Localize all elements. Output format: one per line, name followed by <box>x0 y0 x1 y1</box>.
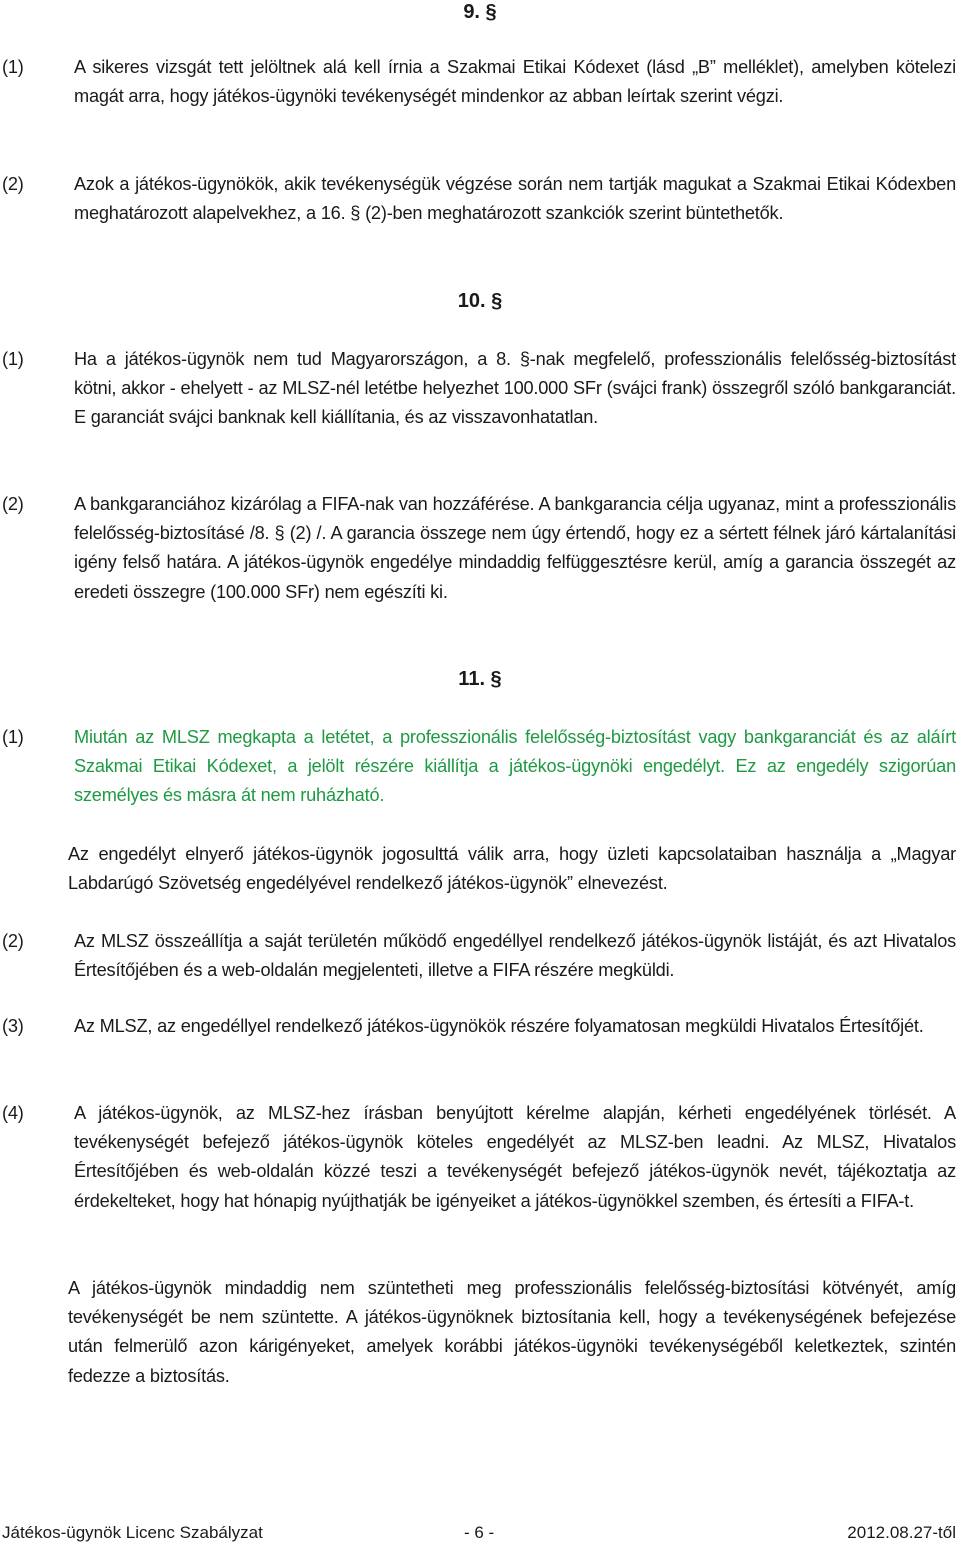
paragraph-11-1 <box>0 723 956 811</box>
paragraph-number: (1) <box>2 349 24 369</box>
section-heading-10: 10. § <box>457 290 503 312</box>
paragraph-text: A játékos-ügynök, az MLSZ-hez írásban benyújtott kérelme alapján, kérheti engedélyének törlését. A tevékenységét befejező játékos-ügynök köteles engedélyét az MLSZ-ben leadni. Az MLSZ, Hivatalos Értesítőjében és web-oldalán közzé teszi a tevékenységét befejező játékos-ügynök nevét, tájékoztatja az érdekelteket, hogy hat hónapig nyújthatják be igényeiket a játékos-ügynökkel szemben, és értesíti a FIFA-t. <box>74 1103 956 1211</box>
paragraph-11-4-continued: A játékos-ügynök mindaddig nem szüntetheti meg professzionális felelősség-biztosítási kötvényét, amíg tevékenységét be nem szüntette. A játékos-ügynöknek biztosítania kell, hogy a tevékenységének befejezése után felmerülő azon kárigényeket, amelyek korábbi játékos-ügynöki tevékenységéből keletkeztek, szintén fedezze a biztosítás. <box>68 1278 956 1386</box>
paragraph-11-4 <box>0 1099 956 1216</box>
paragraph-text: Az MLSZ, az engedéllyel rendelkező játékos-ügynökök részére folyamatosan megküldi Hivatalos Értesítőjét. <box>74 1016 924 1036</box>
paragraph-text: Ha a játékos-ügynök nem tud Magyarországon, a 8. §-nak megfelelő, professzionális felelősség-biztosítást kötni, akkor - ehelyett - az MLSZ-nél letétbe helyezhet 100.000 SFr (svájci frank) összegről szóló bankgaranciát. E garanciát svájci banknak kell kiállítania, és az visszavonhatatlan. <box>74 349 956 428</box>
paragraph-10-2 <box>0 490 956 607</box>
footer-page-number: - 6 - <box>464 1523 495 1542</box>
paragraph-number: (2) <box>2 174 24 194</box>
footer-document-title: Játékos-ügynök Licenc Szabályzat <box>2 1523 263 1542</box>
paragraph-text: A bankgaranciához kizárólag a FIFA-nak van hozzáférése. A bankgarancia célja ugyanaz, mint a professzionális felelősség-biztosításé /8. § (2) /. A garancia összege nem úgy értendő, hogy ez a sértett félnek járó kártalanítási igény felső határa. A játékos-ügynök engedélye mindaddig felfüggesztésre kerül, amíg a garancia összegét az eredeti összegre (100.000 SFr) nem egészíti ki. <box>74 494 956 602</box>
page-footer <box>0 1521 960 1545</box>
paragraph-number: (1) <box>2 57 24 77</box>
paragraph-11-2 <box>0 927 956 985</box>
paragraph-number: (2) <box>2 931 24 951</box>
paragraph-11-1-continued: Az engedélyt elnyerő játékos-ügynök jogosulttá válik arra, hogy üzleti kapcsolataiban használja a „Magyar Labdarúgó Szövetség engedélyével rendelkező játékos-ügynök” elnevezést. <box>68 844 956 894</box>
paragraph-number: (3) <box>2 1016 24 1036</box>
paragraph-text-highlighted: Miután az MLSZ megkapta a letétet, a professzionális felelősség-biztosítást vagy bankgaranciát és az aláírt Szakmai Etikai Kódexet, a jelölt részére kiállítja a játékos-ügynöki engedélyt. Ez az engedély szigorúan személyes és másra át nem ruházható. <box>74 727 956 806</box>
paragraph-number: (2) <box>2 494 24 514</box>
paragraph-number: (1) <box>2 727 24 747</box>
paragraph-11-3 <box>0 1012 956 1041</box>
paragraph-9-2 <box>0 170 956 228</box>
footer-effective-date: 2012.08.27-től <box>847 1523 956 1542</box>
paragraph-text: Az MLSZ összeállítja a saját területén működő engedéllyel rendelkező játékos-ügynök listáját, és azt Hivatalos Értesítőjében és a web-oldalán megjelenteti, illetve a FIFA részére megküldi. <box>74 931 956 981</box>
section-heading-11: 11. § <box>458 668 502 690</box>
paragraph-9-1 <box>0 53 956 111</box>
paragraph-text: Azok a játékos-ügynökök, akik tevékenységük végzése során nem tartják magukat a Szakmai Etikai Kódexben meghatározott alapelvekhez, a 16. § (2)-ben meghatározott szankciók szerint büntethetők. <box>74 174 956 224</box>
section-heading-9: 9. § <box>463 1 497 23</box>
paragraph-text: A sikeres vizsgát tett jelöltnek alá kell írnia a Szakmai Etikai Kódexet (lásd „B” melléklet), amelyben kötelezi magát arra, hogy játékos-ügynöki tevékenységét mindenkor az abban leírtak szerint végzi. <box>74 57 956 107</box>
paragraph-10-1 <box>0 345 956 433</box>
paragraph-number: (4) <box>2 1103 24 1123</box>
